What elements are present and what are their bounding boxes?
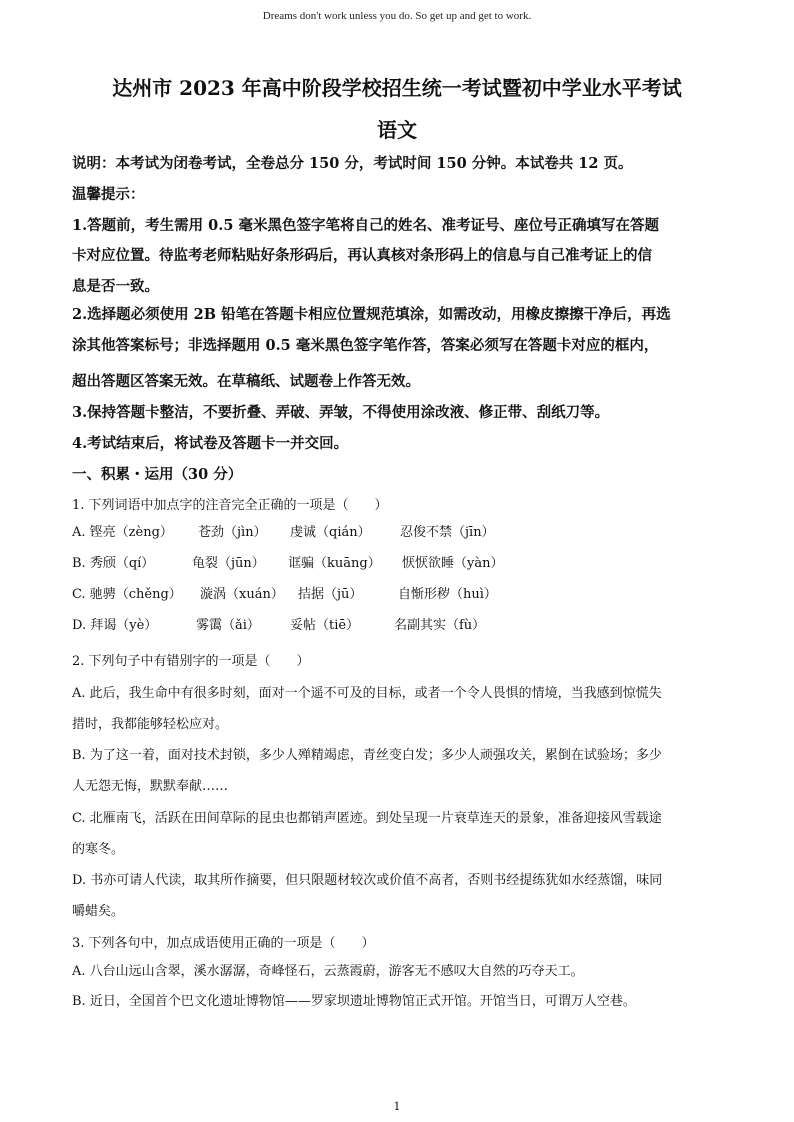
q1-d-2: 雾霭（ǎi）	[196, 618, 260, 633]
tip-2-line-1: 2.选择题必须使用 2B 铅笔在答题卡相应位置规范填涂，如需改动，用橡皮擦擦干净后，再选	[72, 306, 671, 323]
q1-c-3: 拮据（jū）	[298, 587, 363, 602]
q2-stem: 2. 下列句子中有错别字的一项是（ ）	[72, 654, 310, 669]
tip-1-line-1: 1.答题前，考生需用 0.5 毫米黑色签字笔将自己的姓名、准考证号、座位号正确填写在答题	[72, 217, 659, 234]
q3-option-a: A. 八台山远山含翠，溪水潺潺，奇峰怪石，云蒸霞蔚，游客无不感叹大自然的巧夺天工。	[72, 964, 584, 979]
exam-title: 达州市 2023 年高中阶段学校招生统一考试暨初中学业水平考试	[112, 76, 682, 100]
q1-stem: 1. 下列词语中加点字的注音完全正确的一项是（ ）	[72, 498, 388, 513]
q2-a-line-1: A. 此后，我生命中有很多时刻，面对一个遥不可及的目标，或者一个令人畏惧的情境，当我感到惊慌失	[72, 686, 662, 701]
q1-d-4: 名副其实（fù）	[394, 618, 486, 633]
q1-b-3: 诓骗（kuāng）	[288, 556, 381, 571]
q1-c-2: 漩涡（xuán）	[200, 587, 284, 602]
header-motto: Dreams don't work unless you do. So get up and get to work.	[262, 10, 532, 22]
q2-a-line-2: 措时，我都能够轻松应对。	[72, 717, 229, 732]
q2-c-line-1: C. 北雁南飞，活跃在田间草际的昆虫也都销声匿迹。到处呈现一片衰草连天的景象，准备迎接风雪载途	[72, 811, 662, 826]
q1-a-1: A. 铿亮（zèng）	[72, 525, 173, 540]
q2-d-line-2: 嚼蜡矣。	[72, 904, 125, 919]
page-number: 1	[393, 1100, 401, 1113]
q1-b-1: B. 秀颀（qí）	[72, 556, 155, 571]
q1-a-2: 苍劲（jìn）	[198, 525, 267, 540]
q1-b-4: 恹恹欲睡（yàn）	[402, 556, 504, 571]
q1-a-4: 忍俊不禁（jīn）	[400, 525, 495, 540]
q2-d-line-1: D. 书亦可请人代读，取其所作摘要，但只限题材较次或价值不高者，否则书经提练犹如水经蒸馏，味同	[72, 873, 663, 888]
tip-3: 3.保持答题卡整洁，不要折叠、弄破、弄皱，不得使用涂改液、修正带、刮纸刀等。	[72, 404, 610, 421]
q1-b-2: 龟裂（jūn）	[192, 556, 265, 571]
q2-c-line-2: 的寒冬。	[72, 842, 125, 857]
tip-1-line-2: 卡对应位置。待监考老师粘贴好条形码后，再认真核对条形码上的信息与自己准考证上的信	[72, 247, 652, 264]
exam-subject: 语文	[377, 118, 417, 142]
q1-d-1: D. 拜谒（yè）	[72, 618, 158, 633]
q2-b-line-2: 人无怨无悔，默默奉献……	[72, 779, 229, 794]
q1-c-1: C. 驰骋（chěng）	[72, 587, 182, 602]
tip-2-line-3: 超出答题区答案无效。在草稿纸、试题卷上作答无效。	[72, 373, 420, 390]
q3-option-b: B. 近日，全国首个巴文化遗址博物馆——罗家坝遗址博物馆正式开馆。开馆当日，可谓万人空巷。	[72, 994, 636, 1009]
q1-a-3: 虔诚（qián）	[290, 525, 371, 540]
tip-2-line-2: 涂其他答案标号；非选择题用 0.5 毫米黑色签字笔作答，答案必须写在答题卡对应的框内，	[72, 337, 659, 354]
tip-4: 4.考试结束后，将试卷及答题卡一并交回。	[72, 435, 349, 452]
tips-heading: 温馨提示：	[72, 186, 145, 203]
q2-b-line-1: B. 为了这一着，面对技术封锁，多少人殚精竭虑，青丝变白发；多少人顽强攻关，累倒在试验场；多少	[72, 748, 662, 763]
q3-stem: 3. 下列各句中，加点成语使用正确的一项是（ ）	[72, 936, 375, 951]
exam-note: 说明：本考试为闭卷考试，全卷总分 150 分，考试时间 150 分钟。本试卷共 12 页。	[72, 155, 633, 172]
section-heading: 一、积累・运用（30 分）	[72, 466, 243, 483]
q1-d-3: 妥帖（tiē）	[290, 618, 360, 633]
q1-c-4: 自惭形秽（huì）	[398, 587, 497, 602]
tip-1-line-3: 息是否一致。	[72, 278, 159, 295]
